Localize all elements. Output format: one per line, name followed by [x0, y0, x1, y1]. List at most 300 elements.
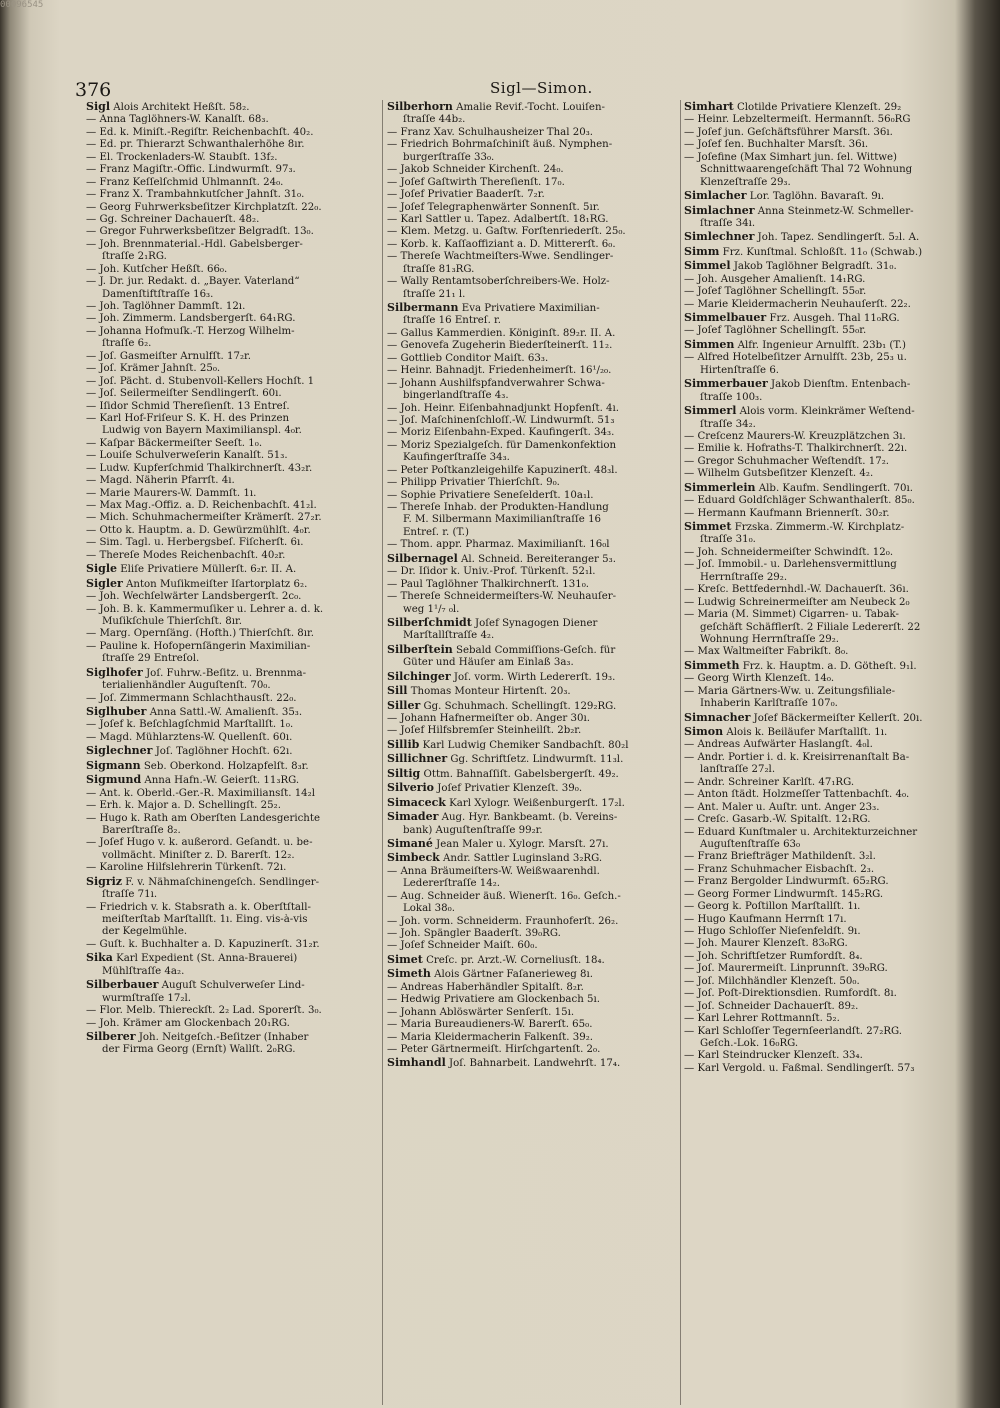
directory-entry: — Korb. k. Kaſſaoffiziant a. D. Mittererſt. 6₀.	[387, 239, 679, 251]
directory-entry: — Gg. Schreiner Dachauerſt. 48₂.	[86, 214, 378, 226]
entry-text: Joſef Bäckermeiſter Kellerſt. 20ı.	[750, 712, 923, 724]
directory-entry-continuation: Klenzeſtraſſe 29₃.	[700, 176, 791, 188]
directory-entry: — Max Waltmeiſter Fabrikſt. 8₀.	[684, 646, 976, 658]
surname: Simader	[387, 810, 439, 824]
directory-entry-continuation: Schnittwaarengeſchäft Thal 72 Wohnung	[700, 164, 913, 176]
directory-entry: — Joh. Schriftſetzer Rumfordſt. 8₄.	[684, 951, 976, 963]
directory-entry: — Ant. Maler u. Auſtr. unt. Anger 23₃.	[684, 802, 976, 814]
directory-entry-head	[684, 659, 976, 673]
directory-entry: — Heinr. Bahnadjt. Friedenheimerſt. 16¹/₂₀.	[387, 365, 679, 377]
directory-entry: — Joſefine (Max Simhart jun. ſel. Wittwe)	[684, 152, 976, 164]
directory-entry: — Moriz Eiſenbahn-Exped. Kaufingerſt. 34₃.	[387, 427, 679, 439]
directory-entry: — Joh. vorm. Schneiderm. Fraunhoferſt. 26₂.	[387, 916, 679, 928]
directory-entry: — Marie Kleidermacherin Neuhauſerſt. 22₂.	[684, 299, 976, 311]
directory-entry: — Joſef Schneider Maiſt. 60₀.	[387, 940, 679, 952]
surname: Siglechner	[86, 744, 153, 758]
directory-entry: — Karl Lehrer Rottmannſt. 5₂.	[684, 1013, 976, 1025]
directory-entry: — Friedrich v. k. Stabsrath a. k. Oberſtſtall-	[86, 902, 378, 914]
directory-entry-head	[387, 781, 679, 795]
directory-entry-head	[86, 705, 378, 719]
surname: Simlacher	[684, 189, 747, 203]
directory-entry: — Hedwig Privatiere am Glockenbach 5ı.	[387, 994, 679, 1006]
directory-entry: — Marie Maurers-W. Dammſt. 1ı.	[86, 488, 378, 500]
directory-entry: — Peter Gärtnermeiſt. Hirſchgartenſt. 2₀.	[387, 1044, 679, 1056]
column-rule	[382, 100, 383, 1405]
directory-entry-continuation: Mühlſtraſſe 4a₂.	[102, 965, 185, 977]
directory-entry-continuation: ſtraſſe 21₁ l.	[403, 288, 466, 300]
surname: Sill	[387, 684, 408, 698]
directory-entry: — Joh. Brennmaterial.-Hdl. Gabelsberger-	[86, 239, 378, 251]
directory-entry: — Magd. Mühlarztens-W. Quellenſt. 60ı.	[86, 732, 378, 744]
directory-entry-continuation: Barerſtraſſe 8₂.	[102, 824, 181, 836]
directory-entry-head	[387, 552, 679, 566]
directory-entry: — Ludw. Kupferſchmid Thalkirchnerſt. 43₂r.	[86, 463, 378, 475]
corner-stamp: 00096545	[0, 0, 44, 10]
directory-entry-head	[86, 562, 378, 576]
directory-entry: — Wilhelm Gutsbeſitzer Klenzeſt. 4₂.	[684, 468, 976, 480]
directory-entry: — Anna Taglöhners-W. Kanalſt. 68₃.	[86, 114, 378, 126]
directory-entry-continuation: ſtraſſe 34ı.	[700, 217, 756, 229]
directory-entry: — Eduard Goldſchläger Schwanthalerſt. 85₀.	[684, 495, 976, 507]
directory-entry-continuation: ſtraſſe 16 Entreſ. r.	[403, 315, 502, 327]
surname: Sigl	[86, 100, 110, 113]
surname: Simmerbauer	[684, 377, 768, 391]
surname: Sigriz	[86, 874, 123, 888]
directory-entry-head	[684, 230, 976, 244]
directory-entry-head	[387, 100, 679, 114]
directory-entry: — Anton ſtädt. Holzmeſſer Tattenbachſt. 4₀.	[684, 789, 976, 801]
directory-entry: — Karl Vergold. u. Faßmal. Sendlingerſt. 57₃	[684, 1063, 976, 1075]
surname: Sigle	[86, 562, 117, 576]
directory-entry-continuation: weg 1¹/₇ ₀l.	[403, 603, 460, 615]
directory-entry-head	[387, 752, 679, 766]
surname: Sillib	[387, 737, 420, 751]
entry-text: Alb. Kaufm. Sendlingerſt. 70ı.	[755, 482, 913, 494]
directory-entry: — Pauline k. Hofopernſängerin Maximilian-	[86, 641, 378, 653]
entry-text: Frz. k. Hauptm. a. D. Götheſt. 9₁l.	[739, 660, 917, 672]
directory-entry: — Joh. Maurer Klenzeſt. 83₀RG.	[684, 938, 976, 950]
directory-entry: — Joh. Kutſcher Heßſt. 66₀.	[86, 264, 378, 276]
directory-entry: — Joſef k. Beſchlagſchmid Marſtallſt. 1₀.	[86, 719, 378, 731]
entry-text: Joſ. Fuhrw.-Beſitz. u. Brennma-	[142, 667, 307, 679]
entry-text: Joh. Tapez. Sendlingerſt. 5₂l. A.	[754, 232, 920, 244]
directory-entry: — Philipp Privatier Thierſchſt. 9₀.	[387, 477, 679, 489]
directory-entry-head	[86, 666, 378, 680]
entry-text: Anton Muſikmeiſter Iſartorplatz 6₂.	[122, 578, 308, 590]
directory-entry-continuation: ſtraſſe 2₁RG.	[102, 251, 167, 263]
directory-entry: — Georg Former Lindwurmſt. 145₂RG.	[684, 889, 976, 901]
directory-entry: — Kaſpar Bäckermeiſter Seeſt. 1₀.	[86, 438, 378, 450]
entry-text: Alfr. Ingenieur Arnulfſt. 23b₁ (T.)	[734, 339, 906, 351]
surname: Simeth	[387, 967, 431, 981]
surname: Silberſtein	[387, 642, 453, 656]
directory-entry-continuation: bank) Auguſtenſtraſſe 99₂r.	[403, 824, 543, 836]
entry-text: Frzska. Zimmerm.-W. Kirchplatz-	[731, 522, 905, 533]
directory-entry-continuation: Inhaberin Karlſtraſſe 107₀.	[700, 698, 838, 710]
directory-entry: — Joſ. Krämer Jahnſt. 25₀.	[86, 363, 378, 375]
directory-entry-head	[86, 577, 378, 591]
directory-entry: — Joh. Zimmerm. Landsbergerſt. 64₁RG.	[86, 313, 378, 325]
directory-entry-continuation: Muſikſchule Thierſchſt. 8ır.	[102, 615, 242, 627]
entry-text: Frz. Kunſtmal. Schloßſt. 11₀ (Schwab.)	[719, 246, 923, 258]
surname: Silberbauer	[86, 978, 159, 992]
directory-entry: — Georg Wirth Klenzeſt. 14₀.	[684, 673, 976, 685]
directory-entry-continuation: ſtraſſe 44b₂.	[403, 114, 466, 126]
directory-entry: — Gregor Fuhrwerksbeſitzer Belgradſt. 13₀.	[86, 226, 378, 238]
directory-entry-head	[387, 796, 679, 810]
entry-text: Clotilde Privatiere Klenzeſt. 29₂	[733, 102, 902, 113]
directory-entry-head	[684, 204, 976, 218]
directory-entry: — Joh. Wechſelwärter Landsbergerſt. 2c₀.	[86, 591, 378, 603]
directory-entry: — Sophie Privatiere Seneſelderſt. 10a₁l.	[387, 490, 679, 502]
directory-entry-continuation: ſtraſſe 31₀.	[700, 534, 756, 546]
entry-text: Alois Gärtner Faſanerieweg 8ı.	[430, 969, 593, 981]
surname: Simmel	[684, 259, 731, 273]
directory-entry-head	[684, 520, 976, 534]
directory-entry: — Dr. Iſidor k. Univ.-Prof. Türkenſt. 52₁l.	[387, 566, 679, 578]
directory-entry: — Joſef Hugo v. k. außerord. Geſandt. u. be-	[86, 837, 378, 849]
directory-entry: — Hugo Schloſſer Nieſenfeldſt. 9ı.	[684, 926, 976, 938]
directory-entry-continuation: Entreſ. r. (T.)	[403, 526, 469, 538]
directory-entry: — Heinr. Lebzeltermeiſt. Hermannſt. 56₀RG	[684, 114, 976, 126]
surname: Simmerlein	[684, 480, 756, 494]
surname: Simané	[387, 836, 433, 850]
surname: Simhandl	[387, 1056, 446, 1070]
directory-entry: — Erh. k. Major a. D. Schellingſt. 25₂.	[86, 800, 378, 812]
directory-entry: — Andr. Portier i. d. k. Kreisirrenanſtalt Ba-	[684, 752, 976, 764]
directory-entry-continuation: Ludwig von Bayern Maximilianspl. 4₀r.	[102, 425, 302, 437]
directory-entry: — Joſef Hilfsbremſer Steinheilſt. 2b₂r.	[387, 725, 679, 737]
directory-entry: — Thom. appr. Pharmaz. Maximilianſt. 16₀l	[387, 539, 679, 551]
directory-entry: — Gottlieb Conditor Maiſt. 63₃.	[387, 353, 679, 365]
directory-entry: — Emilie k. Hofraths-T. Thalkirchnerſt. 22ı.	[684, 443, 976, 455]
directory-entry-head	[387, 953, 679, 967]
directory-entry: — Franz Xav. Schulhausheizer Thal 20₃.	[387, 127, 679, 139]
column-1	[86, 100, 378, 1400]
directory-entry: — Kreſc. Bettfedernhdl.-W. Dachauerſt. 36ı.	[684, 584, 976, 596]
directory-entry-continuation: lanſtraſſe 27₂l.	[700, 764, 776, 776]
directory-entry-continuation: wurmſtraſſe 17₂l.	[102, 992, 191, 1004]
directory-entry-head	[387, 643, 679, 657]
surname: Silberhorn	[387, 100, 453, 113]
directory-entry-continuation: Lokal 38₀.	[403, 903, 455, 915]
entry-text: Alois Architekt Heßſt. 58₂.	[110, 102, 250, 113]
directory-entry: — Mich. Schuhmachermeiſter Krämerſt. 27₂r.	[86, 512, 378, 524]
directory-entry: — Johanna Hofmuſk.-T. Herzog Wilhelm-	[86, 326, 378, 338]
entry-text: Karl Expedient (St. Anna-Brauerei)	[112, 953, 298, 965]
directory-entry-continuation: meiſterſtab Marſtallſt. 1ı. Eing. vis-à-vis	[102, 914, 308, 925]
directory-entry: — Flor. Melb. Thiereckſt. 2₂ Lad. Sporerſt. 3₀.	[86, 1005, 378, 1017]
entry-text: Eliſe Privatiere Müllerſt. 6₂r. II. A.	[117, 564, 297, 576]
directory-entry: — Franz X. Trambahnkutſcher Jahnſt. 31₀.	[86, 189, 378, 201]
directory-entry-continuation: Wohnung Herrnſtraſſe 29₂.	[700, 633, 840, 645]
directory-entry: — Maria (M. Simmet) Cigarren- u. Tabak-	[684, 609, 976, 621]
directory-entry: — Joſef Taglöhner Schellingſt. 55₀r.	[684, 325, 976, 337]
directory-entry: — Joſef Telegraphenwärter Sonnenſt. 5ır.	[387, 202, 679, 214]
entry-text: Frz. Ausgeh. Thal 11₀RG.	[766, 313, 900, 324]
directory-entry-continuation: ſtraſſe 71ı.	[102, 889, 158, 901]
entry-text: Auguſt Schulverweſer Lind-	[158, 980, 305, 992]
surname: Sigler	[86, 576, 123, 590]
directory-entry: — Ludwig Schreinermeiſter am Neubeck 2₀	[684, 597, 976, 609]
directory-entry: — Karl Hof-Friſeur S. K. H. des Prinzen	[86, 413, 378, 425]
entry-text: Seb. Oberkond. Holzapfelſt. 8₃r.	[140, 760, 309, 772]
directory-entry: — El. Trockenladers-W. Staubſt. 13f₂.	[86, 152, 378, 164]
directory-entry: — Thereſe Wachtmeiſters-Wwe. Sendlinger-	[387, 251, 679, 263]
entry-text: Alois vorm. Kleinkrämer Weſtend-	[736, 406, 915, 418]
directory-entry-head	[86, 744, 378, 758]
entry-text: Aug. Hyr. Bankbeamt. (b. Vereins-	[438, 812, 618, 824]
directory-entry-head	[684, 311, 976, 325]
surname: Simmerl	[684, 404, 737, 418]
directory-entry: — Joſ. Maurermeiſt. Linprunnſt. 39₀RG.	[684, 963, 976, 975]
directory-entry: — Joh. Schneidermeiſter Schwindſt. 12₀.	[684, 547, 976, 559]
directory-entry-head	[684, 711, 976, 725]
entry-text: Joſ. Bahnarbeit. Landwehrſt. 17₄.	[445, 1058, 621, 1070]
surname: Simet	[387, 952, 423, 966]
directory-entry: — Karl Schloſſer Tegernſeerlandſt. 27₂RG.	[684, 1026, 976, 1038]
directory-entry: — Joſef ſen. Buchhalter Marsſt. 36ı.	[684, 139, 976, 151]
entry-text: Jean Maler u. Xylogr. Marsſt. 27ı.	[432, 838, 609, 850]
surname: Simmelbauer	[684, 311, 767, 324]
directory-entry-head	[684, 245, 976, 259]
directory-entry-head	[387, 851, 679, 865]
directory-entry-head	[86, 100, 378, 114]
directory-entry: — Joſ. Zimmermann Schlachthausſt. 22₀.	[86, 693, 378, 705]
entry-text: Anna Sattl.-W. Amalienſt. 35₃.	[146, 707, 303, 718]
directory-entry: — Joh. Krämer am Glockenbach 20₁RG.	[86, 1018, 378, 1030]
surname: Siller	[387, 698, 421, 712]
entry-text: Joh. Neitgeſch.-Beſitzer (Inhaber	[135, 1031, 309, 1043]
directory-entry: — Magd. Näherin Pfarrſt. 4ı.	[86, 475, 378, 487]
directory-entry: — Sim. Tagl. u. Herbergsbeſ. Fiſcherſt. 6ı.	[86, 537, 378, 549]
directory-entry: — Maria Bureaudieners-W. Barerſt. 65₀.	[387, 1019, 679, 1031]
directory-entry: — Joſ. Schneider Dachauerſt. 89₂.	[684, 1001, 976, 1013]
column-rule	[680, 100, 681, 1405]
surname: Sika	[86, 951, 113, 965]
directory-entry: — Franz Magiſtr.-Offic. Lindwurmſt. 97₃.	[86, 164, 378, 176]
directory-entry-head	[684, 377, 976, 391]
directory-entry: — Otto k. Hauptm. a. D. Gewürzmühlſt. 4₀r.	[86, 525, 378, 537]
directory-entry: — Eduard Kunſtmaler u. Architekturzeichner	[684, 827, 976, 839]
directory-entry: — Joſ. Milchhändler Klenzeſt. 50₀.	[684, 976, 976, 988]
directory-entry: — Joſ. Maſchinenſchloſſ.-W. Lindwurmſt. 51₃	[387, 415, 679, 427]
surname: Simhart	[684, 100, 734, 113]
entry-text: Jakob Taglöhner Belgradſt. 31₀.	[730, 261, 897, 273]
directory-entry-continuation: Damenſtiftſtraſſe 16₃.	[102, 288, 214, 300]
directory-entry: — Karl Sattler u. Tapez. Adalbertſt. 18₁RG.	[387, 214, 679, 226]
directory-entry-head	[86, 951, 378, 965]
entry-text: Anna Hafn.-W. Geierſt. 11₃RG.	[141, 775, 300, 787]
surname: Siglhuber	[86, 705, 147, 718]
directory-entry-continuation: vollmächt. Miniſter z. D. Barerſt. 12₂.	[102, 849, 295, 861]
directory-entry-continuation: geſchäft Schäfflerſt. 2 Filiale Ledererſt. 22	[700, 621, 921, 633]
directory-entry: — Andreas Haberhändler Spitalſt. 8₂r.	[387, 982, 679, 994]
entry-text: Alois k. Beiläufer Marſtallſt. 1ı.	[723, 727, 888, 738]
directory-entry: — Andreas Aufwärter Haslangſt. 4₀l.	[684, 739, 976, 751]
directory-entry: — J. Dr. jur. Redakt. d. „Bayer. Vaterland“	[86, 276, 378, 288]
directory-entry: — Franz Keſſelſchmid Uhlmannſt. 24₀.	[86, 177, 378, 189]
directory-entry-head	[684, 481, 976, 495]
directory-entry: — Franz Bergolder Lindwurmſt. 65₂RG.	[684, 876, 976, 888]
directory-entry-continuation: ſtraſſe 81₃RG.	[403, 263, 475, 275]
directory-entry-continuation: terialienhändler Auguſtenſt. 70₀.	[102, 680, 271, 692]
directory-entry: — Joſ. Pächt. d. Stubenvoll-Kellers Hochſt. 1	[86, 376, 378, 388]
surname: Simm	[684, 244, 720, 258]
entry-text: Joſ. vorm. Wirth Ledererſt. 19₃.	[450, 671, 616, 683]
directory-entry: — Joſ. Poſt-Direktionsdien. Rumfordſt. 8ı.	[684, 988, 976, 1000]
surname: Simmet	[684, 520, 732, 533]
directory-entry-head	[387, 616, 679, 630]
directory-entry-head	[387, 837, 679, 851]
directory-entry-continuation: ſtraſſe 100₃.	[700, 391, 763, 403]
directory-entry: — Ed. pr. Thierarzt Schwanthalerhöhe 8ır.	[86, 139, 378, 151]
surname: Simlechner	[684, 230, 755, 244]
directory-entry: — Max Mag.-Offiz. a. D. Reichenbachſt. 41₂l.	[86, 500, 378, 512]
directory-entry: — Iſidor Schmid Thereſienſt. 13 Entreſ.	[86, 401, 378, 413]
directory-entry: — Friedrich Bohrmaſchiniſt äuß. Nymphen-	[387, 139, 679, 151]
directory-entry: — Karoline Hilfslehrerin Türkenſt. 72ı.	[86, 862, 378, 874]
entry-text: Jakob Dienſtm. Entenbach-	[767, 379, 911, 391]
directory-entry: — Paul Taglöhner Thalkirchnerſt. 131₀.	[387, 579, 679, 591]
directory-entry: — Joſ. Immobil.- u. Darlehensvermittlung	[684, 559, 976, 571]
directory-entry-continuation: Auguſtenſtraſſe 63₀	[700, 838, 801, 850]
directory-entry: — Thereſe Modes Reichenbachſt. 40₂r.	[86, 550, 378, 562]
directory-entry-continuation: Marſtallſtraſſe 4₂.	[403, 630, 495, 642]
directory-entry: — Joh. Spängler Baaderſt. 39₀RG.	[387, 928, 679, 940]
entry-text: Joſ. Taglöhner Hochſt. 62ı.	[152, 746, 293, 758]
directory-entry-head	[684, 259, 976, 273]
directory-entry-head	[684, 189, 976, 203]
directory-entry-continuation: der Kegelmühle.	[102, 926, 188, 938]
directory-entry-continuation: Güter und Häuſer am Einlaß 3a₃.	[403, 657, 574, 669]
surname: Simmeth	[684, 658, 740, 672]
directory-entry: — Joh. Taglöhner Dammſt. 12ı.	[86, 301, 378, 313]
surname: Simon	[684, 725, 724, 738]
entry-text: Joſef Synagogen Diener	[471, 617, 598, 629]
directory-entry-continuation: F. M. Silbermann Maximilianſtraſſe 16	[403, 514, 602, 526]
surname: Simlachner	[684, 203, 755, 217]
entry-text: Al. Schneid. Bereiteranger 5₃.	[457, 553, 616, 565]
directory-entry-head	[387, 767, 679, 781]
entry-text: Gg. Schriftſetz. Lindwurmſt. 11₃l.	[447, 754, 624, 766]
entry-text: Karl Ludwig Chemiker Sandbachſt. 80₂l	[419, 739, 629, 751]
surname: Simnacher	[684, 710, 751, 724]
entry-text: Gg. Schuhmach. Schellingſt. 129₂RG.	[420, 700, 617, 712]
directory-entry-head	[684, 404, 976, 418]
entry-text: Joſef Privatier Klenzeſt. 39₀.	[434, 783, 583, 795]
directory-entry-continuation: Hirtenſtraſſe 6.	[700, 364, 780, 376]
directory-entry: — Ed. k. Miniſt.-Regiſtr. Reichenbachſt. 40₂.	[86, 127, 378, 139]
directory-entry-continuation: ſtraſſe 34₂.	[700, 418, 756, 430]
directory-entry: — Karl Steindrucker Klenzeſt. 33₄.	[684, 1050, 976, 1062]
directory-entry: — Joh. Ausgeher Amalienſt. 14₁RG.	[684, 274, 976, 286]
directory-entry: — Louiſe Schulverweſerin Kanalſt. 51₃.	[86, 450, 378, 462]
directory-entry: — Moriz Spezialgeſch. für Damenkonfektion	[387, 440, 679, 452]
entry-text: Creſc. pr. Arzt.-W. Corneliusſt. 18₄.	[422, 954, 605, 966]
surname: Siglhofer	[86, 665, 143, 679]
directory-entry: — Joſ. Gasmeiſter Arnulfſt. 17₂r.	[86, 351, 378, 363]
directory-entry: — Peter Poſtkanzleigehilfe Kapuzinerſt. 48₃l.	[387, 465, 679, 477]
page-number: 376	[75, 79, 112, 101]
surname: Simbeck	[387, 851, 440, 865]
directory-entry-continuation: Geſch.-Lok. 16₀RG.	[700, 1037, 799, 1049]
entry-text: Eva Privatiere Maximilian-	[458, 303, 600, 314]
entry-text: Andr. Sattler Luginsland 3₂RG.	[439, 853, 603, 865]
directory-entry-head	[86, 978, 378, 992]
entry-text: F. v. Nähmaſchinengeſch. Sendlinger-	[122, 876, 320, 888]
directory-entry-continuation: bingerlandſtraſſe 4₃.	[403, 390, 509, 402]
surname: Sillichner	[387, 752, 448, 766]
directory-entry: — Wally Rentamtsoberſchreibers-We. Holz-	[387, 276, 679, 288]
entry-text: Ottm. Bahnaſſiſt. Gabelsbergerſt. 49₂.	[420, 768, 619, 780]
surname: Silverio	[387, 781, 435, 795]
directory-entry: — Joſef jun. Geſchäftsführer Marsſt. 36ı.	[684, 127, 976, 139]
directory-entry: — Joſef Gaſtwirth Thereſienſt. 17₀.	[387, 177, 679, 189]
entry-text: Lor. Taglöhn. Bavaraſt. 9ı.	[746, 191, 885, 203]
directory-entry: — Gallus Kammerdien. Königinſt. 89₂r. II. A.	[387, 328, 679, 340]
directory-entry: — Johann Ablöswärter Senſerſt. 15ı.	[387, 1007, 679, 1019]
directory-entry: — Maria Gärtners-Ww. u. Zeitungsfiliale-	[684, 686, 976, 698]
directory-entry-continuation: Kaufingerſtraſſe 34₃.	[403, 452, 510, 464]
directory-entry: — Joh. Heinr. Eiſenbahnadjunkt Hopfenſt. 4ı.	[387, 403, 679, 415]
directory-entry: — Thereſe Inhab. der Produkten-Handlung	[387, 502, 679, 514]
directory-entry-head	[387, 738, 679, 752]
directory-entry-head	[86, 1030, 378, 1044]
directory-entry: — Thereſe Schneidermeiſters-W. Neuhauſer-	[387, 591, 679, 603]
directory-entry-continuation: burgerſtraſſe 33₀.	[403, 151, 495, 163]
directory-entry-continuation: ſtraſſe 6₂.	[102, 338, 152, 350]
directory-entry-continuation: Ledererſtraſſe 14₂.	[403, 878, 501, 890]
directory-entry: — Aug. Schneider äuß. Wienerſt. 16₀. Geſch.-	[387, 891, 679, 903]
directory-entry: — Marg. Opernſäng. (Hofth.) Thierſchſt. 8ır.	[86, 628, 378, 640]
surname: Sigmund	[86, 773, 142, 787]
directory-entry-head	[684, 338, 976, 352]
directory-entry-continuation: ſtraſſe 29 Entreſol.	[102, 653, 200, 665]
surname: Silberer	[86, 1029, 136, 1043]
entry-text: Thomas Monteur Hirtenſt. 20₃.	[407, 686, 571, 698]
surname: Silbermann	[387, 301, 459, 314]
directory-entry: — Joſef Taglöhner Schellingſt. 55₀r.	[684, 286, 976, 298]
surname: Sigmann	[86, 758, 141, 772]
surname: Simmen	[684, 337, 735, 351]
directory-entry-head	[387, 684, 679, 698]
directory-entry: — Ant. k. Oberld.-Ger.-R. Maximiliansſt. 14₂l	[86, 788, 378, 800]
surname: Simaceck	[387, 795, 446, 809]
directory-entry-head	[387, 1056, 679, 1070]
surname: Silbernagel	[387, 551, 458, 565]
directory-entry: — Guſt. k. Buchhalter a. D. Kapuzinerſt. 31₂r.	[86, 939, 378, 951]
column-2	[387, 100, 679, 1400]
directory-entry: — Johann Hafnermeiſter ob. Anger 30ı.	[387, 713, 679, 725]
entry-text: Karl Xylogr. Weißenburgerſt. 17₂l.	[445, 797, 625, 809]
directory-entry: — Franz Briefträger Mathildenſt. 3₂l.	[684, 851, 976, 863]
directory-entry-head	[387, 967, 679, 981]
directory-entry-head	[684, 100, 976, 114]
directory-entry-head	[684, 725, 976, 739]
directory-entry: — Klem. Metzg. u. Gaſtw. Forſtenriederſt. 25₀.	[387, 226, 679, 238]
directory-entry-head	[86, 759, 378, 773]
directory-entry-head	[387, 699, 679, 713]
surname: Silberſchmidt	[387, 615, 472, 629]
directory-entry-head	[86, 773, 378, 787]
directory-entry-head	[387, 301, 679, 315]
directory-entry-head	[387, 810, 679, 824]
directory-entry: — Andr. Schreiner Karlſt. 47₁RG.	[684, 777, 976, 789]
entry-text: Anna Steinmetz-W. Schmeller-	[754, 205, 914, 217]
directory-entry-continuation: Herrnſtraſſe 29₂.	[700, 571, 788, 583]
directory-entry: — Hugo Kaufmann Herrnſt 17ı.	[684, 914, 976, 926]
